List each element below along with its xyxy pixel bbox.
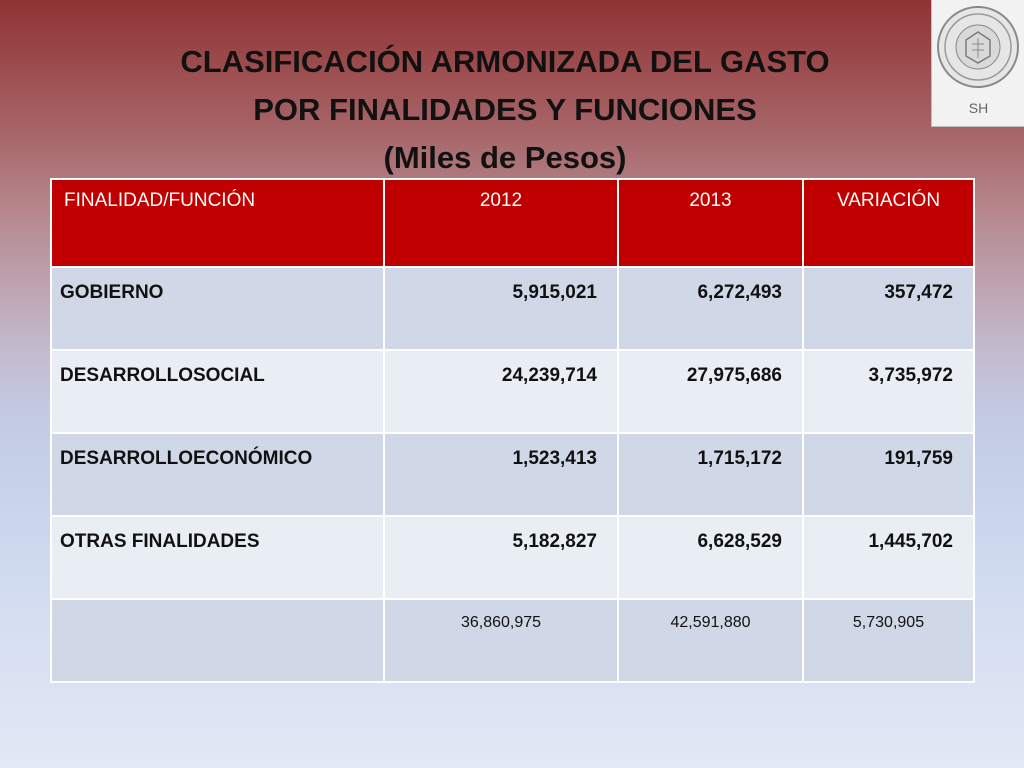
total-value-2013: 42,591,880 — [618, 599, 803, 682]
header-2013: 2013 — [618, 179, 803, 267]
seal-icon — [932, 0, 1024, 95]
row-value-2013: 1,715,172 — [618, 433, 803, 516]
row-value-2013: 6,628,529 — [618, 516, 803, 599]
title-line-3: (Miles de Pesos) — [383, 140, 627, 175]
header-variacion: VARIACIÓN — [803, 179, 974, 267]
row-value-2012: 5,182,827 — [384, 516, 618, 599]
row-variacion: 3,735,972 — [803, 350, 974, 433]
row-value-2012: 5,915,021 — [384, 267, 618, 350]
row-value-2013: 6,272,493 — [618, 267, 803, 350]
title-line-2: POR FINALIDADES Y FUNCIONES — [253, 92, 757, 127]
page-title — [60, 38, 950, 182]
table-header-row — [51, 179, 974, 267]
table-row — [51, 267, 974, 350]
row-value-2013: 27,975,686 — [618, 350, 803, 433]
expense-table — [50, 178, 975, 683]
row-value-2012: 1,523,413 — [384, 433, 618, 516]
row-variacion: 357,472 — [803, 267, 974, 350]
total-variacion: 5,730,905 — [803, 599, 974, 682]
row-label: OTRAS FINALIDADES — [51, 516, 384, 599]
table-row — [51, 433, 974, 516]
row-label: DESARROLLOECONÓMICO — [51, 433, 384, 516]
total-value-2012: 36,860,975 — [384, 599, 618, 682]
row-label: GOBIERNO — [51, 267, 384, 350]
header-2012: 2012 — [384, 179, 618, 267]
table-total-row — [51, 599, 974, 682]
table-row — [51, 516, 974, 599]
title-line-1: CLASIFICACIÓN ARMONIZADA DEL GASTO — [180, 44, 830, 79]
table-row — [51, 350, 974, 433]
row-label: DESARROLLOSOCIAL — [51, 350, 384, 433]
header-finalidad: FINALIDAD/FUNCIÓN — [51, 179, 384, 267]
row-variacion: 1,445,702 — [803, 516, 974, 599]
row-variacion: 191,759 — [803, 433, 974, 516]
logo-text: SH — [968, 100, 989, 116]
sh-logo — [931, 0, 1024, 127]
row-value-2012: 24,239,714 — [384, 350, 618, 433]
total-label — [51, 599, 384, 682]
